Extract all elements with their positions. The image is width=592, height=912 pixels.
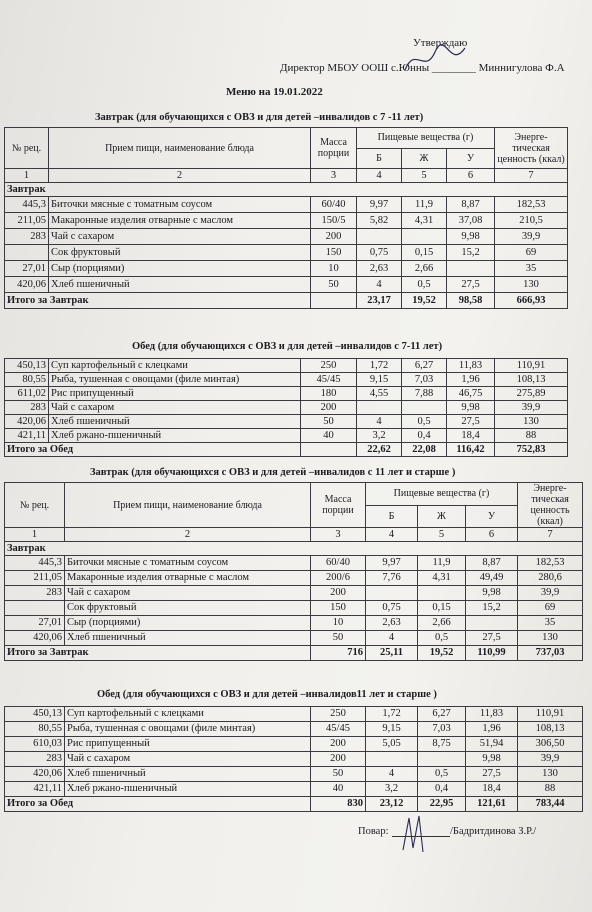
table-cell: 7,03 xyxy=(402,373,447,387)
table-cell: 182,53 xyxy=(495,197,568,213)
table-cell: 5,82 xyxy=(357,213,402,229)
table-cell: 4,55 xyxy=(357,387,402,401)
total-cell: 783,44 xyxy=(518,797,583,812)
total-cell: 716 xyxy=(311,646,366,661)
table-cell: 3,2 xyxy=(366,782,418,797)
table-cell: 8,75 xyxy=(418,737,466,752)
table-cell: 1,72 xyxy=(357,359,402,373)
table-cell xyxy=(357,401,402,415)
group-row: Завтрак xyxy=(5,542,583,556)
table-cell: 420,06 xyxy=(5,767,65,782)
table-cell: 211,05 xyxy=(5,571,65,586)
menu-table xyxy=(4,358,568,457)
table-cell: 4,31 xyxy=(418,571,466,586)
table-cell: 420,06 xyxy=(5,415,49,429)
table-cell: 200 xyxy=(301,401,357,415)
table-row xyxy=(5,387,568,401)
table-cell: 0,15 xyxy=(402,245,447,261)
dish-name: Чай с сахаром xyxy=(49,401,301,415)
table-cell: 37,08 xyxy=(447,213,495,229)
table-row xyxy=(5,373,568,387)
table-row xyxy=(5,737,583,752)
table-cell: 88 xyxy=(495,429,568,443)
table-cell: 2,63 xyxy=(357,261,402,277)
table-cell: 15,2 xyxy=(466,601,518,616)
col-num: № рец. xyxy=(5,128,49,169)
dish-name: Хлеб ржано-пшеничный xyxy=(65,782,311,797)
table-cell: 8,87 xyxy=(447,197,495,213)
table-cell: 610,03 xyxy=(5,737,65,752)
table-cell: 4 xyxy=(366,631,418,646)
col-name: Прием пищи, наименование блюда xyxy=(65,483,311,528)
table-cell: 18,4 xyxy=(447,429,495,443)
total-row xyxy=(5,646,583,661)
table-cell: 35 xyxy=(495,261,568,277)
dish-name: Хлеб пшеничный xyxy=(49,415,301,429)
table-row xyxy=(5,245,568,261)
section-title: Завтрак (для обучающихся с ОВЗ и для детей –инвалидов с 11 лет и старше ) xyxy=(90,467,456,478)
table-row xyxy=(5,601,583,616)
total-cell: 737,03 xyxy=(518,646,583,661)
table-cell: 45/45 xyxy=(301,373,357,387)
table-cell: 11,83 xyxy=(447,359,495,373)
table-cell: 7,88 xyxy=(402,387,447,401)
table-cell: 250 xyxy=(301,359,357,373)
total-cell: 22,08 xyxy=(402,443,447,457)
total-cell: 22,95 xyxy=(418,797,466,812)
col-u: У xyxy=(466,505,518,528)
dish-name: Чай с сахаром xyxy=(65,586,311,601)
table-row xyxy=(5,707,583,722)
table-cell: 110,91 xyxy=(495,359,568,373)
table-row xyxy=(5,197,568,213)
table-cell: 130 xyxy=(495,415,568,429)
total-label: Итого за Завтрак xyxy=(5,293,311,309)
table-cell xyxy=(402,401,447,415)
group-row: Завтрак xyxy=(5,183,568,197)
table-cell: 18,4 xyxy=(466,782,518,797)
total-label: Итого за Обед xyxy=(5,443,301,457)
table-cell: 4,31 xyxy=(402,213,447,229)
total-cell: 830 xyxy=(311,797,366,812)
table-cell xyxy=(366,752,418,767)
table-cell: 69 xyxy=(495,245,568,261)
total-cell: 22,62 xyxy=(357,443,402,457)
dish-name: Чай с сахаром xyxy=(65,752,311,767)
dish-name: Хлеб пшеничный xyxy=(65,767,311,782)
dish-name: Рис припущенный xyxy=(65,737,311,752)
table-cell: 11,9 xyxy=(402,197,447,213)
table-cell: 180 xyxy=(301,387,357,401)
table-cell: 108,13 xyxy=(518,722,583,737)
table-cell: 200 xyxy=(311,229,357,245)
table-cell: 0,5 xyxy=(418,631,466,646)
dish-name: Хлеб пшеничный xyxy=(65,631,311,646)
col-nutrients: Пищевые вещества (г) xyxy=(366,483,518,506)
table-cell: 60/40 xyxy=(311,197,357,213)
index-row: 1 2 3 4 5 6 7 xyxy=(5,169,568,183)
table-cell xyxy=(466,616,518,631)
table-cell: 45/45 xyxy=(311,722,366,737)
total-cell: 98,58 xyxy=(447,293,495,309)
table-cell: 445,3 xyxy=(5,197,49,213)
total-cell: 666,93 xyxy=(495,293,568,309)
table-cell: 200 xyxy=(311,752,366,767)
table-cell: 0,4 xyxy=(402,429,447,443)
table-cell: 0,75 xyxy=(357,245,402,261)
table-cell: 275,89 xyxy=(495,387,568,401)
table-cell: 110,91 xyxy=(518,707,583,722)
total-label: Итого за Обед xyxy=(5,797,311,812)
table-row xyxy=(5,722,583,737)
table-cell: 0,75 xyxy=(366,601,418,616)
table-cell: 11,83 xyxy=(466,707,518,722)
table-cell: 80,55 xyxy=(5,373,49,387)
table-cell: 27,5 xyxy=(447,277,495,293)
table-cell: 9,98 xyxy=(466,586,518,601)
dish-name: Биточки мясные с томатным соусом xyxy=(49,197,311,213)
table-cell xyxy=(402,229,447,245)
table-cell: 182,53 xyxy=(518,556,583,571)
table-cell: 7,76 xyxy=(366,571,418,586)
table-cell: 5,05 xyxy=(366,737,418,752)
table-cell: 3,2 xyxy=(357,429,402,443)
table-cell: 210,5 xyxy=(495,213,568,229)
table-cell: 283 xyxy=(5,229,49,245)
table-cell: 1,96 xyxy=(447,373,495,387)
dish-name: Чай с сахаром xyxy=(49,229,311,245)
table-cell xyxy=(5,245,49,261)
table-cell: 9,98 xyxy=(447,401,495,415)
table-cell: 49,49 xyxy=(466,571,518,586)
table-cell xyxy=(366,586,418,601)
table-cell: 108,13 xyxy=(495,373,568,387)
dish-name: Сок фруктовый xyxy=(49,245,311,261)
dish-name: Рис припущенный xyxy=(49,387,301,401)
table-cell: 150 xyxy=(311,601,366,616)
table-cell: 1,72 xyxy=(366,707,418,722)
table-cell: 150/5 xyxy=(311,213,357,229)
total-row xyxy=(5,797,583,812)
table-cell: 50 xyxy=(311,277,357,293)
table-cell: 0,4 xyxy=(418,782,466,797)
table-cell: 420,06 xyxy=(5,631,65,646)
dish-name: Сок фруктовый xyxy=(65,601,311,616)
col-energy: Энерге-тическая ценность (ккал) xyxy=(518,483,583,528)
dish-name: Сыр (порциями) xyxy=(49,261,311,277)
table-row xyxy=(5,429,568,443)
table-cell: 27,5 xyxy=(447,415,495,429)
table-cell: 445,3 xyxy=(5,556,65,571)
cook-signature xyxy=(395,812,440,857)
table-row xyxy=(5,277,568,293)
table-cell: 450,13 xyxy=(5,359,49,373)
table-row xyxy=(5,571,583,586)
menu-table xyxy=(4,706,583,812)
section-title: Завтрак (для обучающихся с ОВЗ и для детей –инвалидов с 7 -11 лет) xyxy=(95,112,424,123)
table-cell: 200 xyxy=(311,737,366,752)
table-cell: 2,66 xyxy=(418,616,466,631)
table-cell: 450,13 xyxy=(5,707,65,722)
total-cell: 116,42 xyxy=(447,443,495,457)
table-cell: 130 xyxy=(518,767,583,782)
table-cell: 9,98 xyxy=(466,752,518,767)
table-cell: 0,15 xyxy=(418,601,466,616)
total-cell xyxy=(301,443,357,457)
director-signature xyxy=(400,40,470,80)
menu-table xyxy=(4,127,568,309)
table-cell: 2,63 xyxy=(366,616,418,631)
table-cell: 46,75 xyxy=(447,387,495,401)
col-num: № рец. xyxy=(5,483,65,528)
table-row xyxy=(5,359,568,373)
table-cell: 420,06 xyxy=(5,277,49,293)
table-cell: 88 xyxy=(518,782,583,797)
table-row xyxy=(5,782,583,797)
table-cell: 6,27 xyxy=(418,707,466,722)
table-cell xyxy=(447,261,495,277)
table-cell: 50 xyxy=(311,631,366,646)
table-row xyxy=(5,261,568,277)
table-cell: 6,27 xyxy=(402,359,447,373)
table-cell: 283 xyxy=(5,586,65,601)
table-cell: 283 xyxy=(5,401,49,415)
table-cell: 9,98 xyxy=(447,229,495,245)
table-cell: 9,15 xyxy=(366,722,418,737)
total-cell: 19,52 xyxy=(418,646,466,661)
table-cell: 0,5 xyxy=(402,415,447,429)
table-cell xyxy=(357,229,402,245)
total-row xyxy=(5,293,568,309)
table-cell: 611,02 xyxy=(5,387,49,401)
total-cell: 23,12 xyxy=(366,797,418,812)
director-line: Директор МБОУ ООШ с.Юнны ________ Миннигулова Ф.А xyxy=(280,62,565,74)
table-cell: 200/6 xyxy=(311,571,366,586)
dish-name: Рыба, тушенная с овощами (филе минтая) xyxy=(65,722,311,737)
table-cell: 130 xyxy=(518,631,583,646)
table-cell: 27,01 xyxy=(5,261,49,277)
table-cell: 2,66 xyxy=(402,261,447,277)
col-mass: Масса порции xyxy=(311,483,366,528)
table-cell: 80,55 xyxy=(5,722,65,737)
col-zh: Ж xyxy=(418,505,466,528)
table-cell: 11,9 xyxy=(418,556,466,571)
total-cell xyxy=(311,293,357,309)
total-cell: 23,17 xyxy=(357,293,402,309)
table-cell: 8,87 xyxy=(466,556,518,571)
total-cell: 752,83 xyxy=(495,443,568,457)
col-b: Б xyxy=(357,148,402,169)
col-nutrients: Пищевые вещества (г) xyxy=(357,128,495,149)
table-cell: 211,05 xyxy=(5,213,49,229)
table-cell: 27,01 xyxy=(5,616,65,631)
table-cell: 35 xyxy=(518,616,583,631)
table-row xyxy=(5,213,568,229)
table-cell: 40 xyxy=(311,782,366,797)
total-cell: 25,11 xyxy=(366,646,418,661)
table-row xyxy=(5,401,568,415)
table-cell: 421,11 xyxy=(5,429,49,443)
col-mass: Масса порции xyxy=(311,128,357,169)
table-row xyxy=(5,415,568,429)
table-cell: 9,97 xyxy=(357,197,402,213)
table-row xyxy=(5,556,583,571)
index-row: 1 2 3 4 5 6 7 xyxy=(5,528,583,542)
table-cell: 280,6 xyxy=(518,571,583,586)
table-row xyxy=(5,767,583,782)
table-cell: 9,15 xyxy=(357,373,402,387)
table-cell: 306,50 xyxy=(518,737,583,752)
table-cell: 50 xyxy=(311,767,366,782)
total-cell: 121,61 xyxy=(466,797,518,812)
table-cell: 4 xyxy=(357,415,402,429)
section-title: Обед (для обучающихся с ОВЗ и для детей –инвалидов11 лет и старше ) xyxy=(97,689,437,700)
total-row xyxy=(5,443,568,457)
dish-name: Хлеб пшеничный xyxy=(49,277,311,293)
table-cell: 4 xyxy=(366,767,418,782)
table-cell: 15,2 xyxy=(447,245,495,261)
table-cell: 0,5 xyxy=(402,277,447,293)
total-label: Итого за Завтрак xyxy=(5,646,311,661)
table-cell: 150 xyxy=(311,245,357,261)
table-cell: 7,03 xyxy=(418,722,466,737)
table-cell xyxy=(418,586,466,601)
cook-name: /Бадритдинова З.Р./ xyxy=(450,826,537,837)
table-cell: 9,97 xyxy=(366,556,418,571)
dish-name: Суп картофельный с клецками xyxy=(65,707,311,722)
table-row xyxy=(5,229,568,245)
table-cell: 69 xyxy=(518,601,583,616)
menu-date: Меню на 19.01.2022 xyxy=(226,86,323,98)
table-cell: 10 xyxy=(311,616,366,631)
table-cell: 40 xyxy=(301,429,357,443)
section-title: Обед (для обучающихся с ОВЗ и для детей –инвалидов с 7-11 лет) xyxy=(132,341,443,352)
dish-name: Макаронные изделия отварные с маслом xyxy=(49,213,311,229)
table-row xyxy=(5,586,583,601)
dish-name: Макаронные изделия отварные с маслом xyxy=(65,571,311,586)
dish-name: Биточки мясные с томатным соусом xyxy=(65,556,311,571)
table-cell: 60/40 xyxy=(311,556,366,571)
table-cell: 39,9 xyxy=(518,752,583,767)
table-cell: 51,94 xyxy=(466,737,518,752)
table-cell: 27,5 xyxy=(466,631,518,646)
dish-name: Сыр (порциями) xyxy=(65,616,311,631)
approve-label: Утверждаю xyxy=(413,37,468,49)
table-cell: 421,11 xyxy=(5,782,65,797)
table-row xyxy=(5,616,583,631)
table-cell: 39,9 xyxy=(495,401,568,415)
dish-name: Суп картофельный с клецками xyxy=(49,359,301,373)
col-name: Прием пищи, наименование блюда xyxy=(49,128,311,169)
col-u: У xyxy=(447,148,495,169)
table-cell: 283 xyxy=(5,752,65,767)
table-row xyxy=(5,752,583,767)
table-cell: 130 xyxy=(495,277,568,293)
cook-label: Повар: xyxy=(358,826,389,837)
table-cell: 0,5 xyxy=(418,767,466,782)
table-cell: 10 xyxy=(311,261,357,277)
col-b: Б xyxy=(366,505,418,528)
total-cell: 19,52 xyxy=(402,293,447,309)
table-cell xyxy=(5,601,65,616)
table-cell: 39,9 xyxy=(495,229,568,245)
table-cell xyxy=(418,752,466,767)
table-cell: 4 xyxy=(357,277,402,293)
table-cell: 200 xyxy=(311,586,366,601)
menu-table xyxy=(4,482,583,661)
table-cell: 39,9 xyxy=(518,586,583,601)
table-cell: 250 xyxy=(311,707,366,722)
table-row xyxy=(5,631,583,646)
col-energy: Энерге-тическая ценность (ккал) xyxy=(495,128,568,169)
col-zh: Ж xyxy=(402,148,447,169)
total-cell: 110,99 xyxy=(466,646,518,661)
dish-name: Рыба, тушенная с овощами (филе минтая) xyxy=(49,373,301,387)
table-cell: 1,96 xyxy=(466,722,518,737)
table-cell: 50 xyxy=(301,415,357,429)
dish-name: Хлеб ржано-пшеничный xyxy=(49,429,301,443)
table-cell: 27,5 xyxy=(466,767,518,782)
